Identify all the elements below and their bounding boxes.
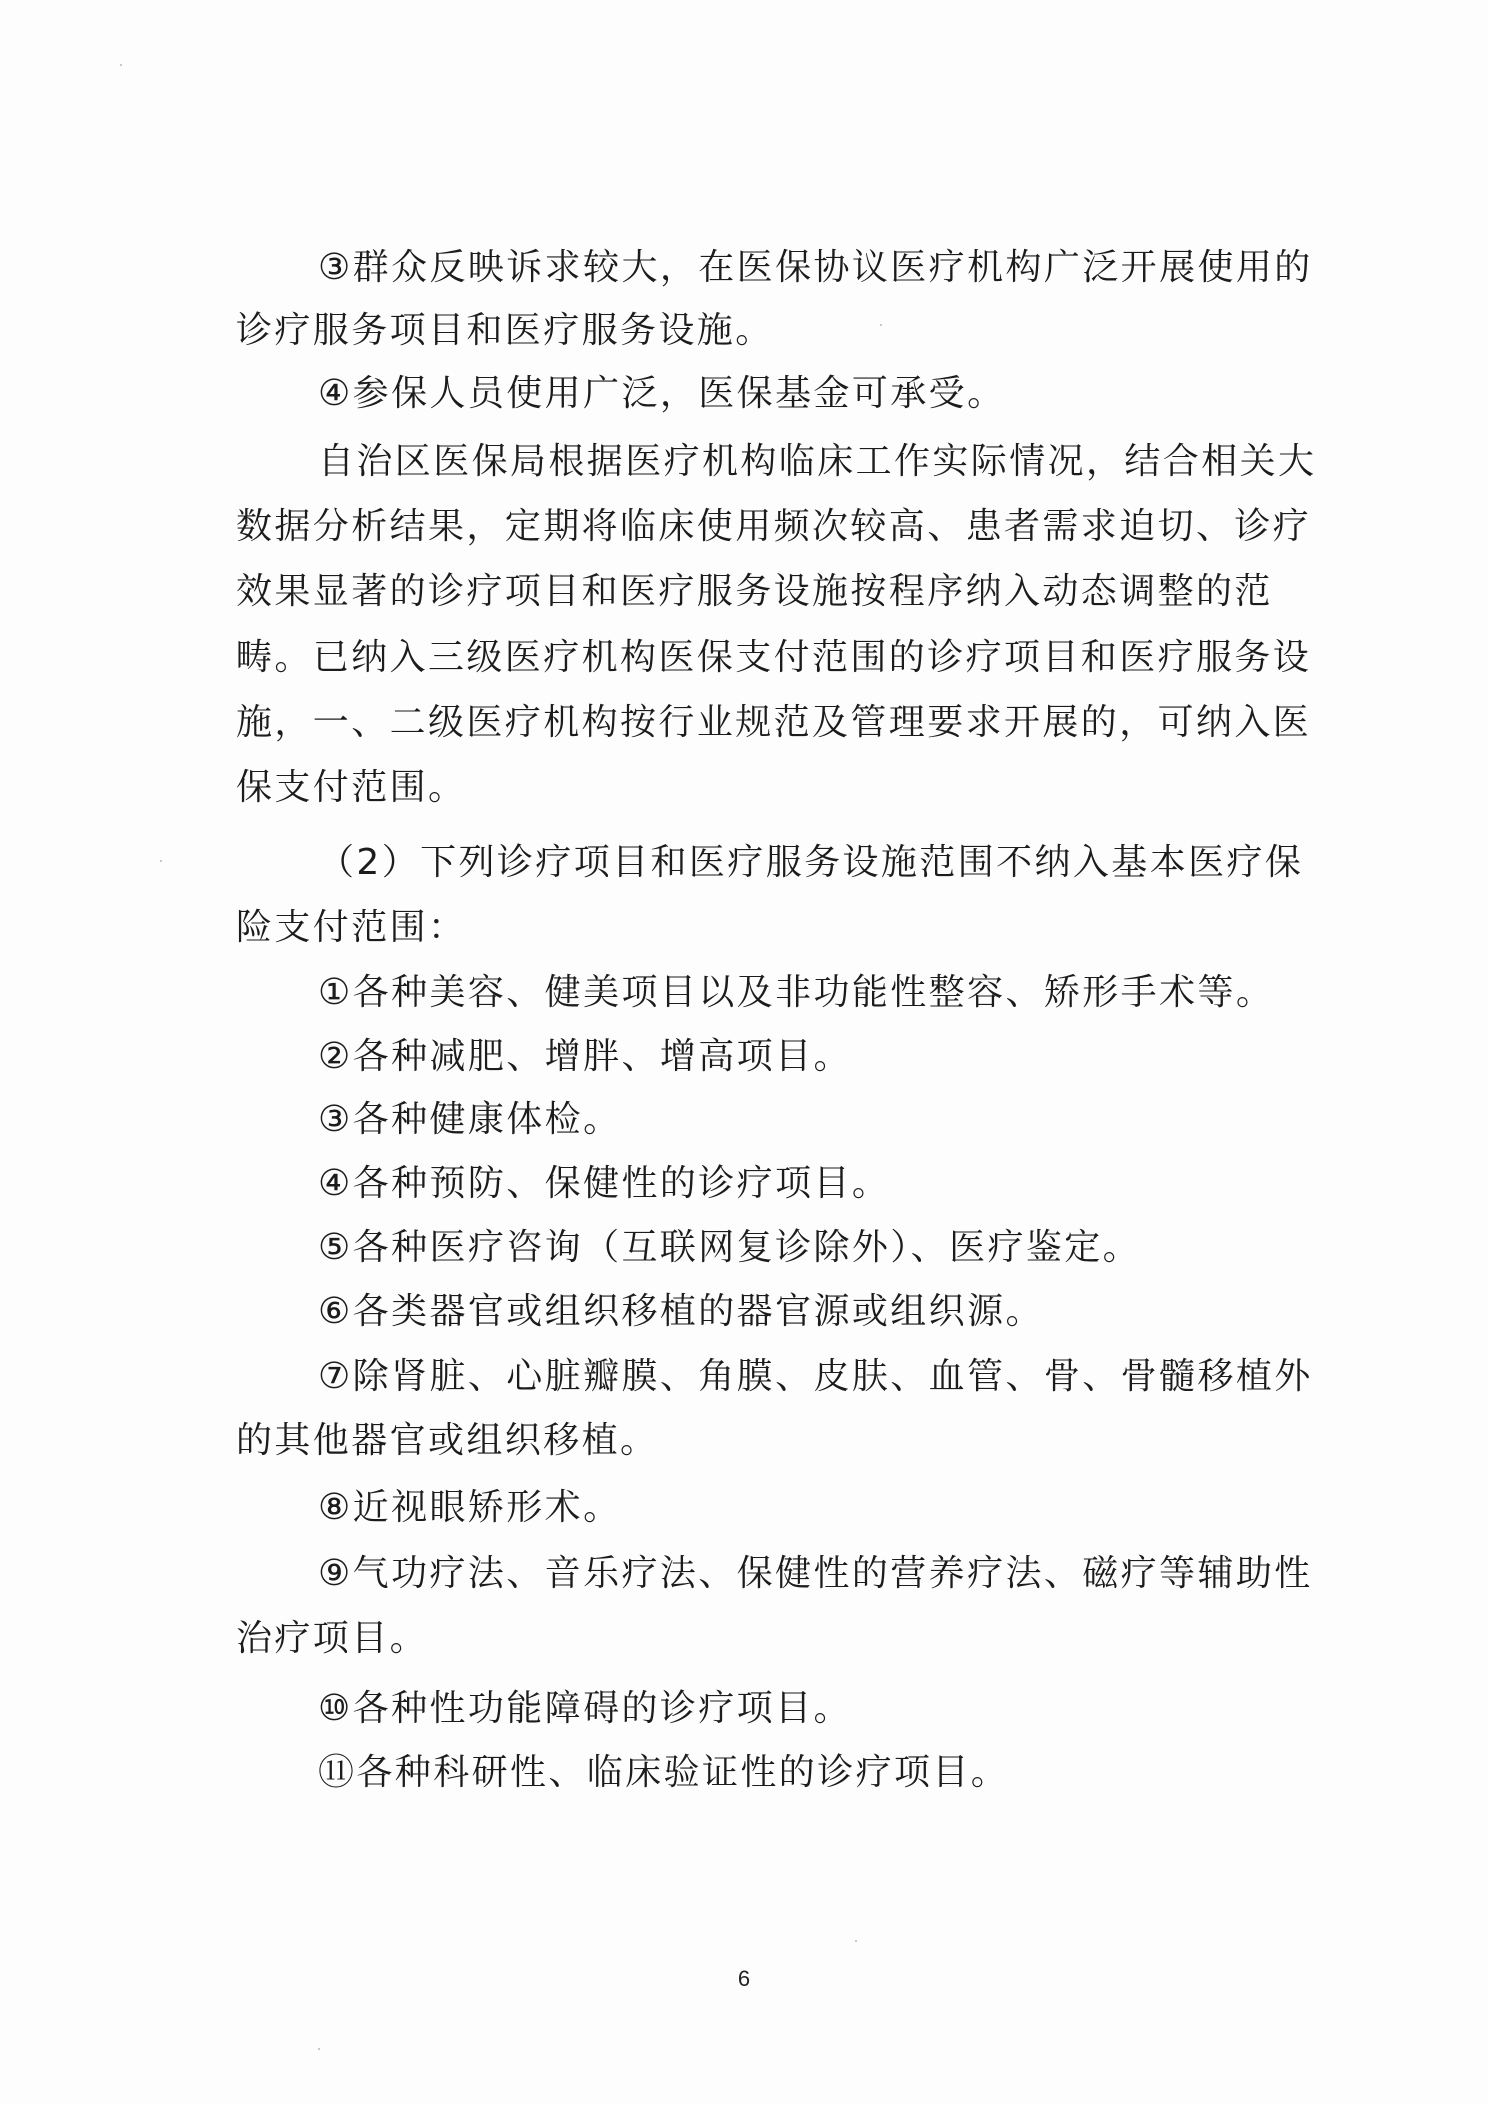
list-item-7: ⑦除肾脏、心脏瓣膜、角膜、皮肤、血管、骨、骨髓移植外 bbox=[318, 1356, 1313, 1397]
list-item-9-continued: 治疗项目。 bbox=[236, 1618, 429, 1659]
list-item-1: ①各种美容、健美项目以及非功能性整容、矫形手术等。 bbox=[318, 972, 1275, 1013]
list-item-4: ④各种预防、保健性的诊疗项目。 bbox=[318, 1163, 891, 1204]
scan-speck bbox=[318, 2048, 320, 2050]
text-line-paragraph: 效果显著的诊疗项目和医疗服务设施按程序纳入动态调整的范 bbox=[236, 571, 1273, 612]
scan-speck bbox=[855, 1940, 857, 1942]
list-item-8: ⑧近视眼矫形术。 bbox=[318, 1487, 622, 1528]
list-item-10: ⑩各种性功能障碍的诊疗项目。 bbox=[318, 1688, 852, 1729]
scan-speck bbox=[880, 324, 882, 326]
list-item-5: ⑤各种医疗咨询（互联网复诊除外）、医疗鉴定。 bbox=[318, 1227, 1142, 1268]
text-line-paragraph: 数据分析结果，定期将临床使用频次较高、患者需求迫切、诊疗 bbox=[236, 506, 1312, 547]
section-heading-2: （2）下列诊疗项目和医疗服务设施范围不纳入基本医疗保 bbox=[318, 842, 1304, 883]
scan-speck bbox=[160, 860, 162, 862]
list-item-2: ②各种减肥、增胖、增高项目。 bbox=[318, 1036, 852, 1077]
text-line-item-3-condition: ③群众反映诉求较大，在医保协议医疗机构广泛开展使用的 bbox=[318, 247, 1313, 288]
text-line-paragraph-start: 自治区医保局根据医疗机构临床工作实际情况，结合相关大 bbox=[318, 441, 1317, 482]
section-heading-2-continued: 险支付范围： bbox=[236, 907, 467, 948]
text-line-item-3-continued: 诊疗服务项目和医疗服务设施。 bbox=[236, 310, 774, 351]
scan-speck bbox=[120, 64, 122, 66]
list-item-9: ⑨气功疗法、音乐疗法、保健性的营养疗法、磁疗等辅助性 bbox=[318, 1553, 1313, 1594]
list-item-11: ⑪各种科研性、临床验证性的诊疗项目。 bbox=[318, 1752, 1010, 1793]
list-item-7-continued: 的其他器官或组织移植。 bbox=[236, 1420, 659, 1461]
text-line-paragraph-end: 保支付范围。 bbox=[236, 767, 467, 808]
text-line-item-4-condition: ④参保人员使用广泛，医保基金可承受。 bbox=[318, 373, 1006, 414]
list-item-3: ③各种健康体检。 bbox=[318, 1099, 622, 1140]
list-item-6: ⑥各类器官或组织移植的器官源或组织源。 bbox=[318, 1291, 1044, 1332]
text-line-paragraph: 施，一、二级医疗机构按行业规范及管理要求开展的，可纳入医 bbox=[236, 702, 1312, 743]
page-number: 6 bbox=[737, 1966, 751, 1991]
text-line-paragraph: 畴。已纳入三级医疗机构医保支付范围的诊疗项目和医疗服务设 bbox=[236, 637, 1312, 678]
